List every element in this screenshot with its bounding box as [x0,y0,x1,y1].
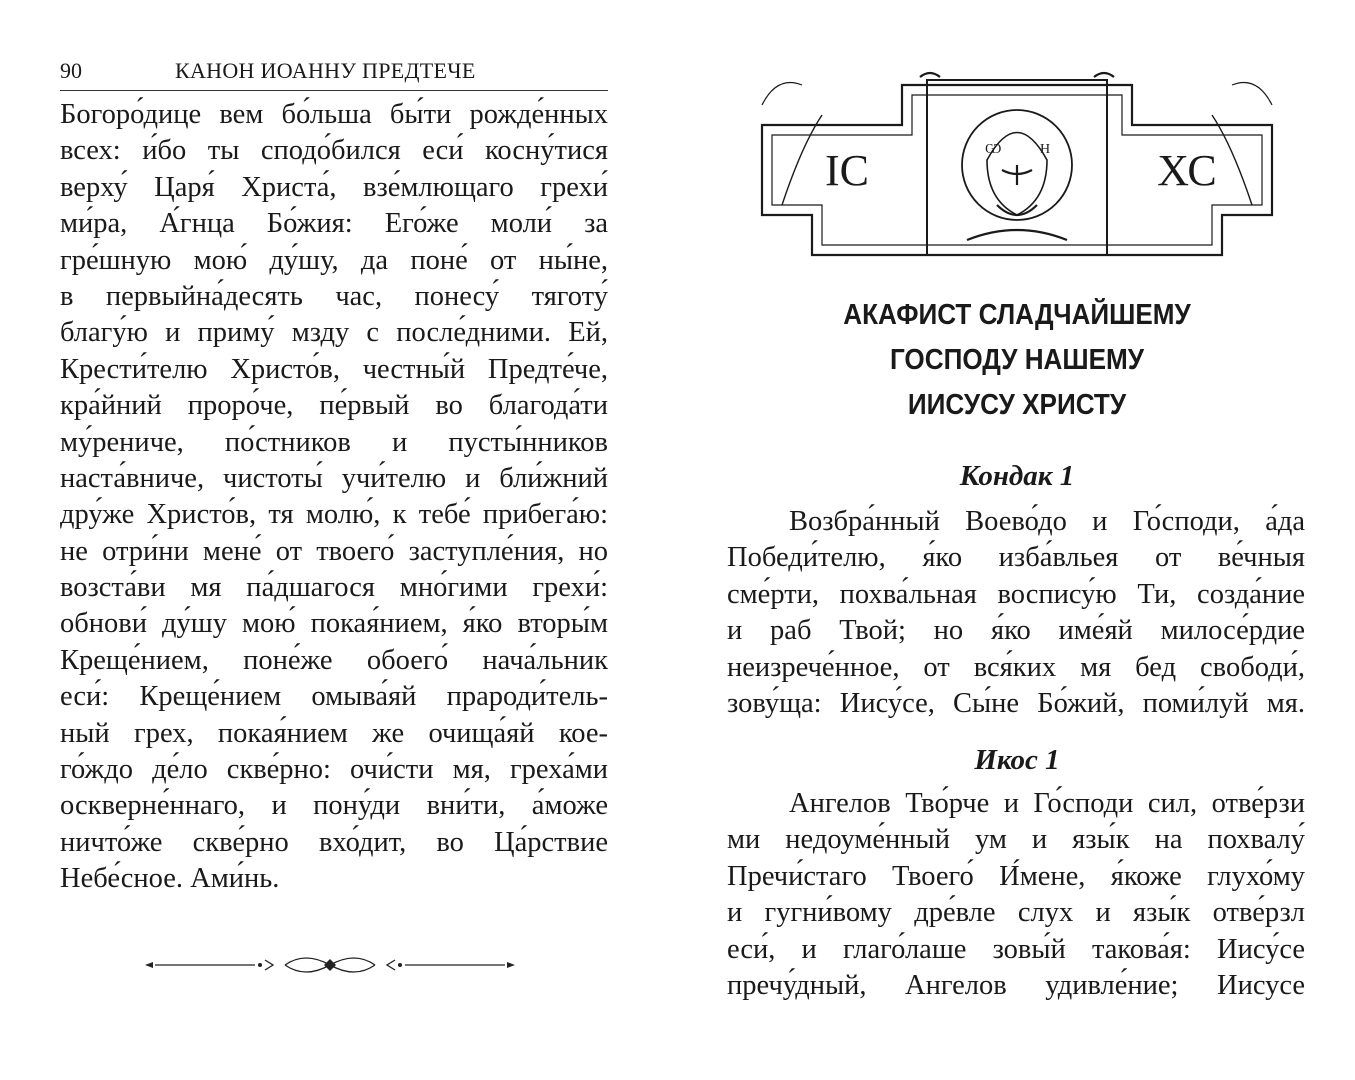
text-line: Ангелов Тво́рче и Го́споди сил, отве́рзи [789,788,1305,819]
text-line: всех: и́бо ты сподо́бился еси́ косну́тися [60,135,608,167]
text-line: му́рениче, по́стников и пусты́нников [60,426,608,458]
text-line: обнови́ ду́шу мою́ покая́нием, я́ко вторы́м [60,608,608,640]
text-line: дру́же Христо́в, тя молю́, к тебе́ прибега́ю: [60,499,608,531]
text-line: го́ждо де́ло скве́рно: очи́сти мя, греха́ми [60,754,608,786]
right-page [677,0,1355,1080]
text-line: и раб Твой; но я́ко име́яй милосе́рдие [727,615,1305,647]
kondak-text [727,504,1305,722]
text-line: верху́ Царя́ Христа́, взе́млющаго грехи́ [60,171,608,203]
text-line: неизрече́нное, от вся́ких мя бед свободи́, [727,651,1305,683]
text-line: Победи́телю, я́ко изба́вльея от ве́чныя [727,542,1305,574]
text-line: ми недоуме́нный ум и язы́к на похвалу́ [727,824,1305,856]
header-rule [60,90,608,91]
icon-letter-o: Ѡ [985,142,1002,157]
text-line: благу́ю и приму́ мзду с после́дними. Ей, [60,317,608,349]
text-line: зову́ща: Иису́се, Сы́не Бо́жий, поми́луй мя. [727,687,1305,719]
text-line: пречу́дный, Ангелов удивле́ние; Иисусе [727,969,1305,1001]
text-line: оскверне́ннаго, и пону́ди вни́ти, а́може [60,790,608,822]
running-head-title: КАНОН ИОАННУ ПРЕДТЕЧЕ [175,58,476,83]
title-line: АКАФИСТ СЛАДЧАЙШЕМУ [843,299,1191,331]
text-line: Небе́сное. Ами́нь. [60,863,280,895]
christ-icon-headpiece [752,65,1282,260]
text-line: Крести́телю Христо́в, честны́й Предте́че, [60,353,608,385]
text-line: в первыйна́десять час, понесу́ тяготу́ [60,280,608,312]
page-number: 90 [60,58,82,83]
text-line: еси́: Креще́нием омыва́яй прароди́тель- [60,681,608,713]
title-line: ГОСПОДУ НАШЕМУ [889,344,1145,376]
akathist-title [747,293,1287,428]
title-line: ИИСУСУ ХРИСТУ [907,389,1127,421]
left-page [0,0,677,1080]
text-line: ми́ра, А́гнца Бо́жия: Его́же моли́ за [60,208,608,240]
text-line: ный грех, покая́нием же очища́яй кое- [60,717,608,749]
end-ornament-icon [135,950,525,980]
text-line: возста́ви мя па́дшагося мно́гими грехи́: [60,572,608,604]
kondak-heading: Кондак 1 [959,460,1075,492]
icon-letters-xc: ХС [1157,146,1217,195]
text-line: кра́йний проро́че, пе́рвый во благода́ти [60,390,608,422]
text-line: Пречи́стаго Твоего́ И́мене, я́коже глухо́му [727,860,1305,892]
text-line: и гугни́вому дре́вле слух и язы́к отве́рзл [727,897,1305,929]
icon-letter-n: Н [1040,142,1051,157]
text-line: сме́рти, похва́льная воспису́ю Ти, созда́ние [727,578,1305,610]
icon-letters-ic: ІС [825,146,869,195]
text-line: не отри́ни мене́ от твоего́ заступле́ния, но [60,535,608,567]
ikos-text [727,786,1305,1004]
text-line: Богоро́дице вем бо́льша бы́ти рожде́нных [60,99,608,130]
ikos-heading: Икос 1 [974,744,1060,776]
text-line: Возбра́нный Воево́до и Го́споди, а́да [789,506,1305,537]
text-line: ничто́же скве́рно вхо́дит, во Ца́рствие [60,826,608,858]
text-line: гре́шную мою́ ду́шу, да поне́ от ны́не, [60,244,608,276]
text-line: Креще́нием, поне́же обоего́ нача́льник [60,644,608,676]
text-line: еси́, и глаго́лаше зовы́й такова́я: Иису́се [727,933,1305,965]
text-line: наста́вниче, чистоты́ учи́телю и бли́жний [60,462,608,494]
canon-text [60,97,608,898]
